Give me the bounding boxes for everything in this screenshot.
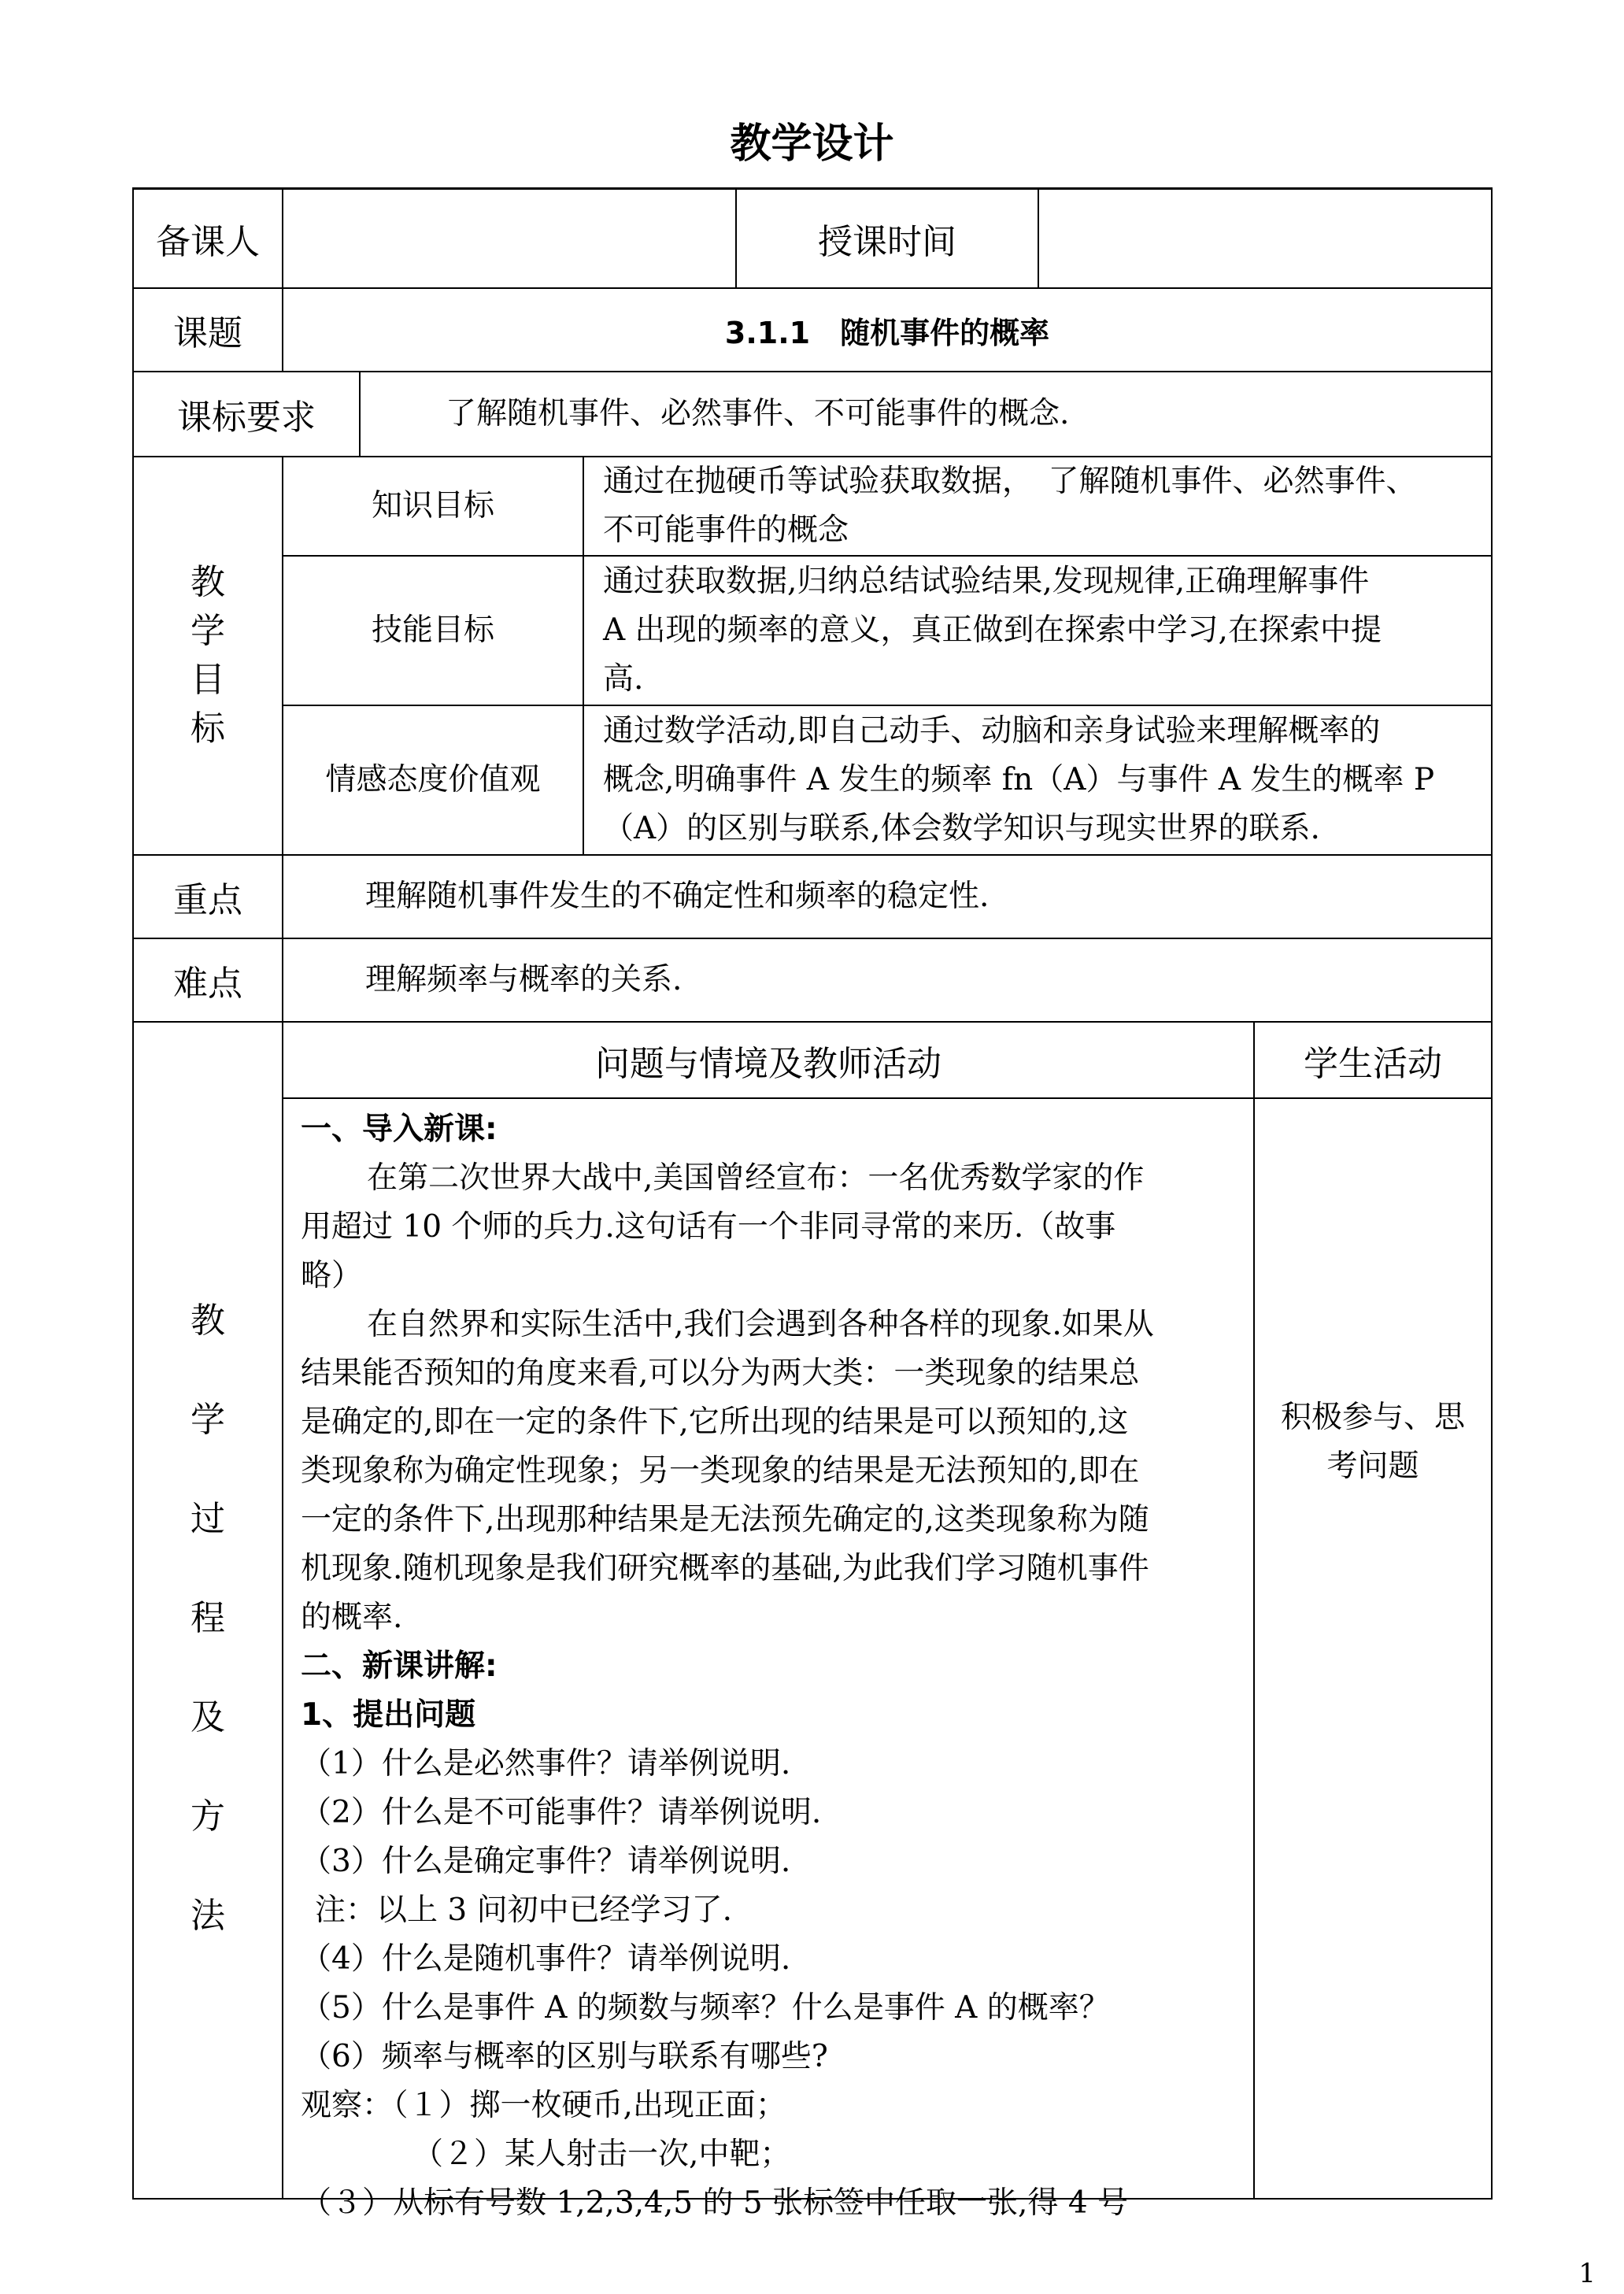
preparer-value [283,190,735,287]
process-label-char: 过 [191,1499,225,1539]
attitude-objective-name: 情感态度价值观 [325,762,541,797]
objective-line: 通过数学活动,即自己动手、动脑和亲身试验来理解概率的 [603,713,1381,749]
objective-line: 概念,明确事件 A 发生的频率 fn（A）与事件 A 发生的概率 P [603,762,1435,797]
process-line: （6）频率与概率的区别与联系有哪些? [301,2039,828,2074]
process-line: （２）某人射击一次,中靶； [412,2137,791,2172]
objectives-label-char: 目 [191,660,225,700]
skill-objective-text [584,557,1491,705]
process-line: 类现象称为确定性现象；另一类现象的结果是无法预知的,即在 [301,1453,1140,1489]
process-line: （３）从标有号数 1,2,3,4,5 的 5 张标签中任取一张,得 4 号 [301,2185,1129,2221]
objective-line: （A）的区别与联系,体会数学知识与现实世界的联系. [603,811,1320,846]
process-line: （1）什么是必然事件？请举例说明. [301,1746,791,1782]
process-line: 一定的条件下,出现那种结果是无法预先确定的,这类现象称为随 [301,1502,1149,1537]
student-activity-line: 考问题 [1326,1449,1419,1484]
process-line: 略） [301,1258,363,1293]
objectives-label-char: 教 [191,562,225,602]
process-line: 一、导入新课: [301,1112,498,1147]
preparer-label: 备课人 [156,222,260,262]
process-line: 的概率. [301,1600,403,1635]
process-label [134,1271,282,1966]
process-label-char: 及 [191,1697,225,1737]
key-point-label: 重点 [173,880,242,920]
process-line: 结果能否预知的角度来看,可以分为两大类：一类现象的结果总 [301,1356,1140,1391]
knowledge-objective-text [584,457,1491,555]
process-line: 在第二次世界大战中,美国曾经宣布：一名优秀数学家的作 [367,1160,1145,1196]
process-label-char: 学 [191,1400,225,1440]
skill-objective-name: 技能目标 [371,612,494,648]
process-line: 观察：（１）掷一枚硬币,出现正面； [301,2088,786,2123]
objective-line: 高. [603,661,644,697]
col-divider [1253,1021,1255,2200]
objective-line: 通过在抛硬币等试验获取数据， 了解随机事件、必然事件、 [603,464,1417,499]
standard-label: 课标要求 [177,398,316,438]
objectives-label-char: 标 [191,709,225,749]
objective-line: A 出现的频率的意义，真正做到在探索中学习,在探索中提 [603,612,1382,648]
teacher-activity-header: 问题与情境及教师活动 [595,1043,941,1084]
process-line: 二、新课讲解: [301,1648,498,1684]
topic-label: 课题 [173,313,242,353]
table-border-right [1491,187,1493,2200]
process-line: （5）什么是事件 A 的频数与频率？什么是事件 A 的概率？ [301,1990,1110,2026]
page-number: 1 [1578,2258,1596,2289]
row-divider [283,1097,1493,1099]
process-line: 1、提出问题 [301,1697,476,1733]
process-label-char: 程 [191,1598,225,1638]
process-line: （2）什么是不可能事件？请举例说明. [301,1795,822,1830]
objective-line: 通过获取数据,归纳总结试验结果,发现规律,正确理解事件 [603,564,1370,599]
attitude-objective-text [584,706,1491,854]
process-label-char: 法 [191,1896,225,1936]
class-time-value [1039,190,1491,287]
topic-value: 3.1.1 随机事件的概率 [724,315,1050,350]
student-activity-line: 积极参与、思 [1280,1400,1465,1435]
knowledge-objective-name: 知识目标 [371,488,494,524]
difficulty-value: 理解频率与概率的关系. [365,962,683,997]
process-label-char: 教 [191,1301,225,1341]
objectives-label [134,457,282,854]
process-line: 用超过 10 个师的兵力.这句话有一个非同寻常的来历.（故事 [301,1209,1116,1245]
process-line: 是确定的,即在一定的条件下,它所出现的结果是可以预知的,这 [301,1404,1129,1440]
student-activity-header: 学生活动 [1304,1043,1442,1084]
document-title: 教学设计 [730,120,894,168]
process-line: （3）什么是确定事件？请举例说明. [301,1844,791,1879]
objective-line: 不可能事件的概念 [603,512,849,548]
objectives-label-char: 学 [191,611,225,651]
standard-value: 了解随机事件、必然事件、不可能事件的概念. [446,396,1070,431]
student-activity-content [1255,1393,1491,1491]
process-line: 机现象.随机现象是我们研究概率的基础,为此我们学习随机事件 [301,1551,1149,1586]
process-line: （4）什么是随机事件？请举例说明. [301,1941,791,1977]
process-line: 在自然界和实际生活中,我们会遇到各种各样的现象.如果从 [367,1307,1154,1342]
process-line: 注：以上 3 问初中已经学习了. [315,1893,733,1928]
process-label-char: 方 [191,1796,225,1837]
key-point-value: 理解随机事件发生的不确定性和频率的稳定性. [365,879,990,914]
teacher-activity-content [283,1105,1253,2221]
difficulty-label: 难点 [173,964,242,1004]
class-time-label: 授课时间 [818,222,956,262]
